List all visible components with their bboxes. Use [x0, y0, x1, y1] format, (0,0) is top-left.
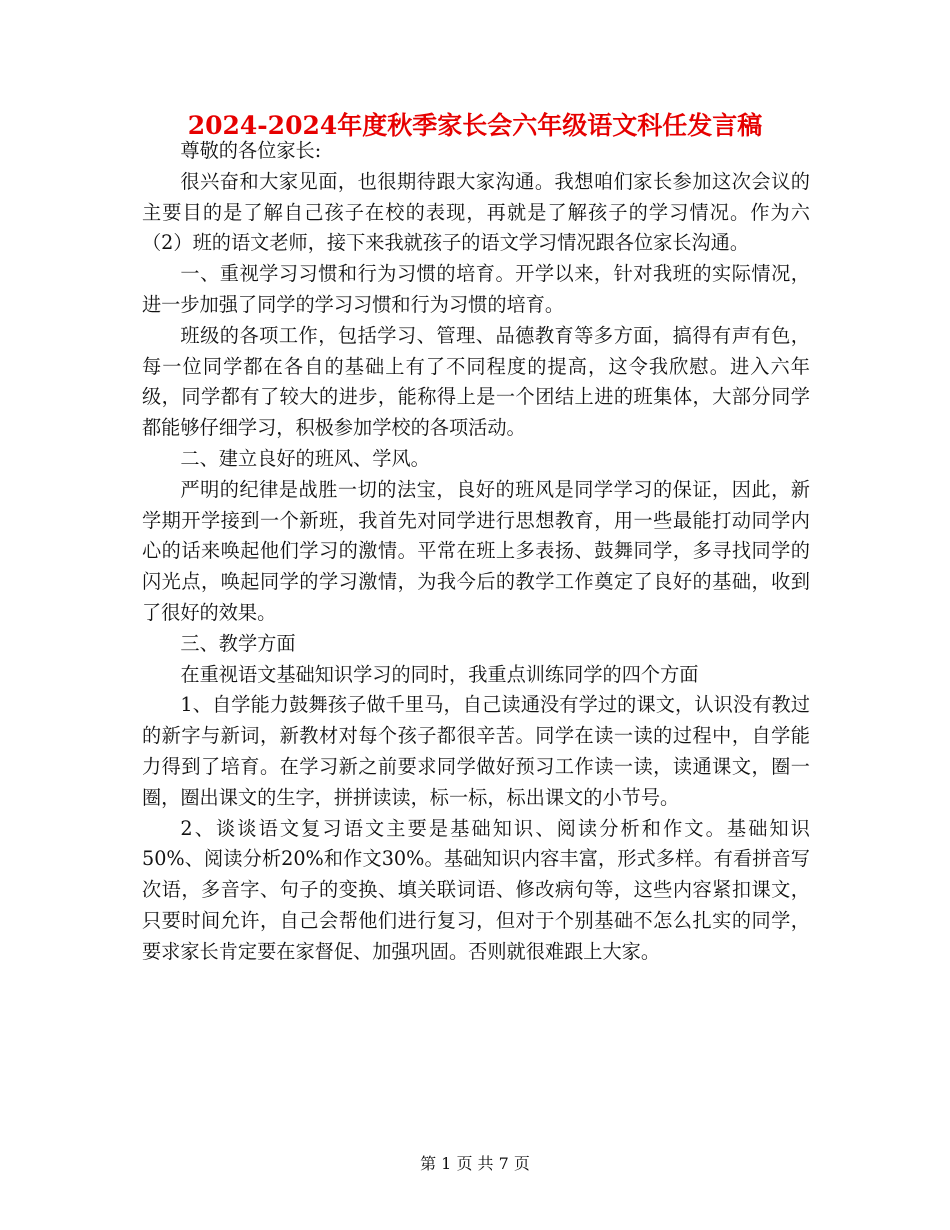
paragraph: 很兴奋和大家见面，也很期待跟大家沟通。我想咱们家长参加这次会议的主要目的是了解自己孩子在校的表现，再就是了解孩子的学习情况。作为六（2）班的语文老师，接下来我就孩子的语文学习情况跟各位家长沟通。 — [142, 169, 810, 255]
paragraph: 班级的各项工作，包括学习、管理、品德教育等多方面，搞得有声有色，每一位同学都在各自的基础上有了不同程度的提高，这令我欣慰。进入六年级，同学都有了较大的进步，能称得上是一个团结上进的班集体，大部分同学都能够仔细学习，积极参加学校的各项活动。 — [142, 323, 810, 440]
paragraph: 严明的纪律是战胜一切的法宝，良好的班风是同学学习的保证，因此，新学期开学接到一个新班，我首先对同学进行思想教育，用一些最能打动同学内心的话来唤起他们学习的激情。平常在班上多表扬、鼓舞同学，多寻找同学的闪光点，唤起同学的学习激情，为我今后的教学工作奠定了良好的基础，收到了很好的效果。 — [142, 477, 810, 624]
paragraph: 2、谈谈语文复习语文主要是基础知识、阅读分析和作文。基础知识50%、阅读分析20%和作文30%。基础知识内容丰富，形式多样。有看拼音写次语，多音字、句子的变换、填关联词语、修改病句等，这些内容紧扣课文，只要时间允许，自己会帮他们进行复习，但对于个别基础不怎么扎实的同学，要求家长肯定要在家督促、加强巩固。否则就很难跟上大家。 — [142, 816, 810, 963]
section-heading: 三、教学方面 — [180, 631, 296, 655]
page-footer: 第 1 页 共 7 页 — [420, 1154, 530, 1173]
document-body — [142, 136, 810, 968]
paragraph: 1、自学能力鼓舞孩子做千里马，自己读通没有学过的课文，认识没有教过的新字与新词，新教材对每个孩子都很辛苦。同学在读一读的过程中，自学能力得到了培育。在学习新之前要求同学做好预习工作读一读，读通课文，圈一圈，圈出课文的生字，拼拼读读，标一标，标出课文的小节号。 — [142, 693, 810, 809]
document-title: 2024-2024年度秋季家长会六年级语文科任发言稿 — [187, 111, 763, 140]
paragraph: 一、重视学习习惯和行为习惯的培育。开学以来，针对我班的实际情况，进一步加强了同学的学习习惯和行为习惯的培育。 — [142, 262, 810, 316]
section-heading: 二、建立良好的班风、学风。 — [180, 446, 430, 470]
paragraph: 在重视语文基础知识学习的同时，我重点训练同学的四个方面 — [180, 662, 699, 686]
salutation: 尊敬的各位家长: — [180, 139, 322, 162]
